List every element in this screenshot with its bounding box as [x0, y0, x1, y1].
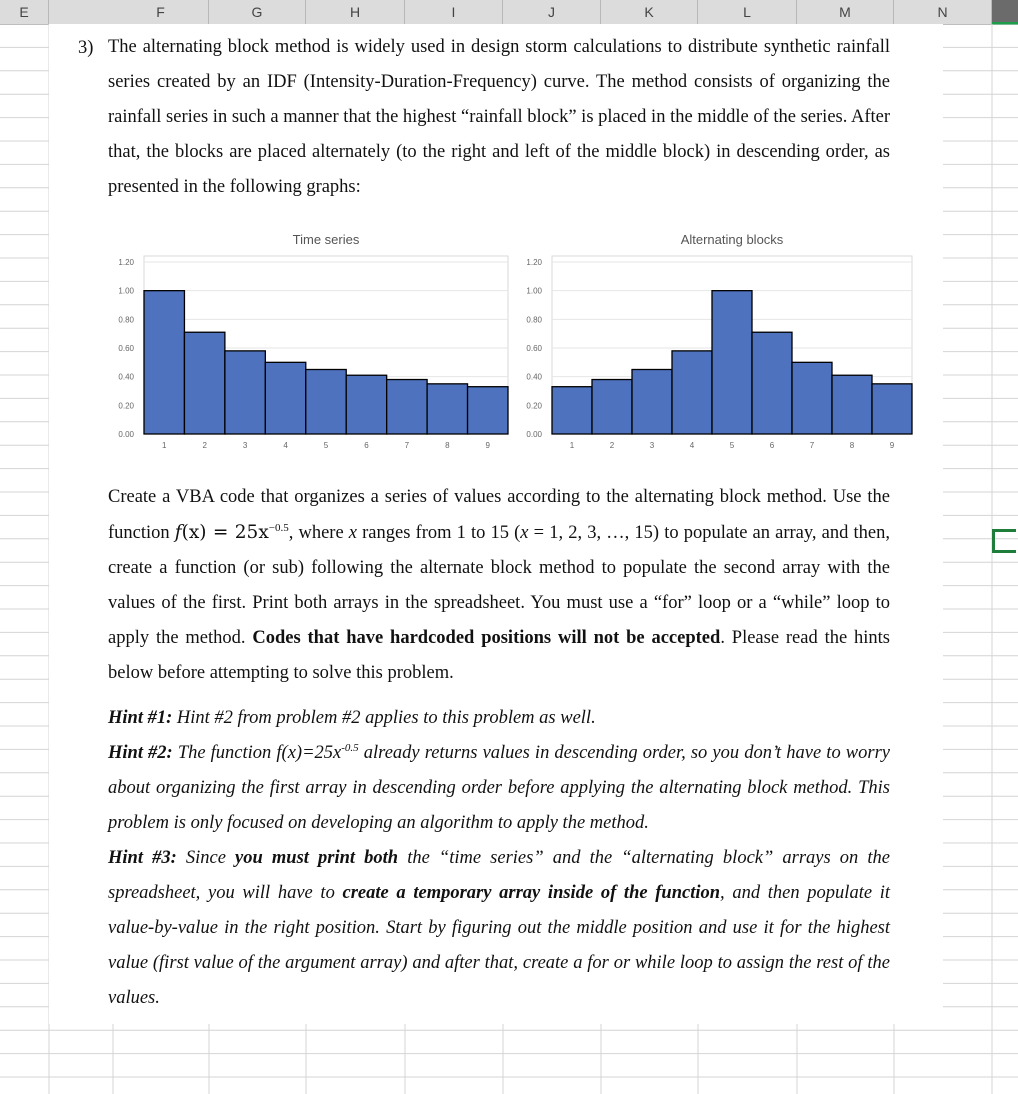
y-tick-label: 1.00 [118, 286, 134, 296]
time-series-chart [108, 228, 512, 460]
problem-intro: The alternating block method is widely used in design storm calculations to distribute synthetic rainfall series created by an IDF (Intensity-Duration-Frequency) curve. The method consists of organizing the rainfall series in such a manner that the highest “rainfall block” is placed in the middle of the series. After that, the blocks are placed alternately (to the right and left of the middle block) in descending order, as presented in the following graphs: [108, 37, 890, 197]
x-tick-label: 6 [769, 441, 775, 450]
column-header-m[interactable]: M [797, 0, 894, 24]
bar-9 [872, 384, 912, 434]
chart-title: Time series [292, 232, 360, 247]
y-tick-label: 0.20 [118, 401, 134, 411]
column-header-n[interactable]: N [894, 0, 992, 24]
bar-6 [752, 332, 792, 434]
y-tick-label: 0.80 [526, 315, 542, 325]
bar-5 [306, 370, 346, 435]
x-tick-label: 4 [689, 441, 695, 450]
x-tick-label: 9 [889, 441, 895, 450]
column-header-f[interactable]: F [49, 0, 209, 24]
bar-5 [712, 291, 752, 434]
hint-3: Hint #3: Since you must print both the “time series” and the “alternating block” arrays on the spreadsheet, you will have to create a temporary array inside of the function, and then populate it value-by-value in the right position. Start by figuring out the middle position and use it for the highest value (first value of the argument array) and after that, create a for or while loop to assign the rest of the values. [108, 848, 891, 1008]
x-tick-label: 5 [323, 441, 329, 450]
x-tick-label: 6 [364, 441, 369, 450]
x-tick-label: 1 [569, 441, 575, 450]
x-tick-label: 8 [445, 441, 450, 450]
alternating-blocks-chart [516, 228, 916, 460]
x-tick-label: 5 [729, 441, 735, 450]
column-header-e[interactable]: E [0, 0, 49, 24]
y-tick-label: 0.60 [526, 344, 542, 353]
bar-3 [225, 351, 265, 434]
bar-1 [552, 387, 592, 434]
y-tick-label: 0.80 [118, 315, 134, 325]
x-tick-label: 9 [485, 441, 491, 450]
y-tick-label: 0.20 [526, 401, 542, 411]
x-tick-label: 7 [809, 441, 815, 450]
column-header-g[interactable]: G [209, 0, 306, 24]
column-header-h[interactable]: H [306, 0, 405, 24]
bar-7 [792, 362, 832, 434]
x-tick-label: 2 [609, 441, 615, 450]
y-tick-label: 0.00 [118, 430, 134, 439]
selected-cell[interactable] [992, 529, 1016, 553]
hint-2: Hint #2: The function $f(x)=25x^{-0.5}$ already returns values in descending order, so you don’t have to worry about organizing the first array in descending order before applying the alternating block method. This problem is only focused on developing an algorithm to apply the method. [108, 741, 890, 833]
y-tick-label: 1.00 [526, 286, 542, 296]
y-tick-label: 1.20 [118, 258, 134, 267]
column-header-k[interactable]: K [601, 0, 698, 24]
y-tick-label: 0.40 [526, 372, 542, 382]
problem-number: 3) [78, 38, 94, 58]
chart-title: Alternating blocks [680, 232, 784, 247]
y-tick-label: 0.40 [118, 372, 134, 382]
x-tick-label: 2 [202, 441, 207, 450]
column-header-i[interactable]: I [405, 0, 503, 24]
x-tick-label: 1 [161, 441, 167, 450]
x-tick-label: 3 [649, 441, 655, 450]
bar-7 [387, 380, 427, 434]
bar-6 [346, 375, 386, 434]
x-tick-label: 4 [283, 441, 288, 450]
y-tick-label: 0.00 [526, 430, 542, 439]
hints-block [108, 701, 890, 1016]
bar-8 [427, 384, 467, 434]
bar-4 [672, 351, 712, 434]
bar-3 [632, 370, 672, 435]
hint-1: Hint #1: Hint #2 from problem #2 applies to this problem as well. [108, 708, 596, 728]
x-tick-label: 7 [404, 441, 410, 450]
column-header-j[interactable]: J [503, 0, 601, 24]
x-tick-label: 8 [849, 441, 855, 450]
bar-4 [265, 362, 305, 434]
column-header-l[interactable]: L [698, 0, 797, 24]
bar-1 [144, 291, 184, 434]
bar-2 [184, 332, 224, 434]
y-tick-label: 0.60 [118, 344, 134, 353]
y-tick-label: 1.20 [526, 258, 542, 267]
x-tick-label: 3 [242, 441, 248, 450]
bar-8 [832, 375, 872, 434]
task-description: Create a VBA code that organizes a series of values according to the alternating block method. Use the function $f(x) = 25x^{-0.5}$, where x ranges from 1 to 15 (x = 1, 2, 3, …, 15) to populate an array, and then, create a function (or sub) following the alternate block method to populate the second array with the values of the first. Print both arrays in the spreadsheet. You must use a “for” loop or a “while” loop to apply the method. Codes that have hardcoded positions will not be accepted. Please read the hints below before attempting to solve this problem. [108, 487, 890, 683]
bar-2 [592, 380, 632, 434]
bar-9 [468, 387, 508, 434]
